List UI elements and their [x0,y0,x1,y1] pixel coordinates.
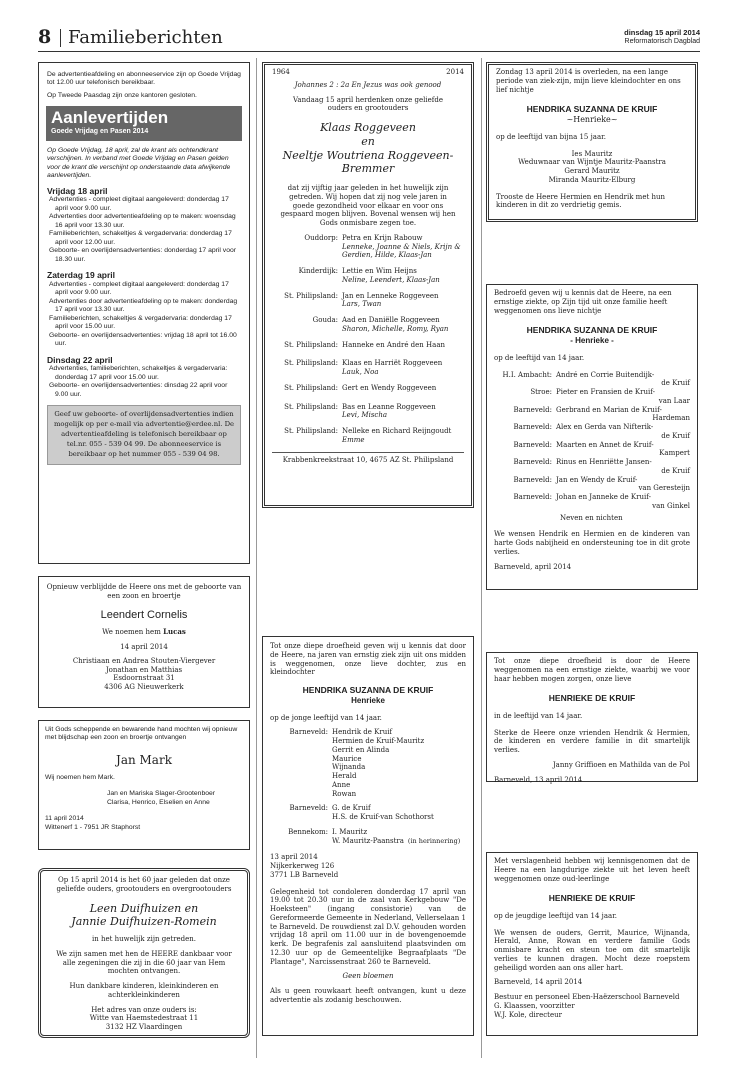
family-member: Herald [332,772,357,781]
family-surname: de Kruif [661,431,690,440]
siblings: Jonathan en Matthias [105,665,183,674]
family-surname: van Geresteijn [638,484,690,493]
page-number: 8 [38,26,52,48]
family-group-2 [270,804,466,822]
signatory: Gerard Mauritz [564,167,620,176]
family-row [494,371,690,389]
parents: Christiaan en Andrea Stouten-Viergever [72,656,216,665]
address-street: Witte van Haemstedestraat 11 [89,1014,199,1023]
deadline-list [47,281,241,349]
family-place: Barneveld: [513,493,552,502]
call-prefix: We noemen hem [102,628,164,637]
closing-note: Trooste de Heere Hermien en Hendrik met hun kinderen in dit zo verdrietig gemis. [496,192,666,210]
deceased-name: HENDRIKA SUZANNA DE KRUIF [302,685,434,695]
family-row [272,267,464,285]
family-row [494,423,690,441]
obit-intro: Tot onze diepe droefheid geven wij u kennis dat door de Heere, na jaren van ernstig ziek zijn uit ons midden is weggenomen, onze lieve dochter, zus en kleindochter [270,642,466,677]
family-surname: van Laar [658,396,690,405]
page-header [38,26,700,52]
family-children: Lars, Twan [342,300,382,309]
family-member: H.S. de Kruif-van Schothorst [332,813,434,822]
obituary-grandfather [486,62,698,222]
contact-text: Geef uw geboorte- of overlijdensadvertenties indien mogelijk op per e-mail via advertentie@erdee.nl. De advertentieafdeling is telefonisch bereikbaar op tel.nr. 055 - 539 04 99. De abonneeservice is bereikbaar op het nummer 055 - 539 04 98. [53,410,235,458]
obit-intro: Met verslagenheid hebben wij kennisgenomen dat de Heere na een langdurige ziekte uit het leven heeft weggenomen onze oud-leerlinge [494,857,690,883]
deadline-title: Aanlevertijden [51,108,169,128]
family-names [556,371,690,389]
signatory: Ies Mauritz [571,149,613,158]
family-row [494,441,690,459]
family-couple: Lettie en Wim Heijns [342,267,417,275]
names [332,828,466,846]
family-member: Maurice [332,754,362,763]
family-couple: Aad en Daniëlle Roggeveen [342,316,440,324]
deadline-item: Advertenties door advertentieafdeling op te maken: woensdag 16 april voor 13.30 uur. [49,213,236,229]
obituary-family [262,636,474,1036]
contact-box [47,405,241,464]
deadline-list [47,196,241,264]
no-flowers: Geen bloemen [342,972,394,981]
family-couple: Klaas en Harriët Roggeveen [342,359,443,368]
family-names [556,476,690,494]
family-row [272,359,464,377]
deadline-intro2: Op Tweede Paasdag zijn onze kantoren gesloten. [47,91,197,99]
family-group-1 [270,728,466,798]
family-row [494,458,690,476]
column-divider [256,58,257,1058]
family-place: Kinderdijk: [298,267,338,275]
birth-announcement-lucas [38,576,250,708]
family-row [494,388,690,406]
family-couple: Nelleke en Richard Reijngoudt [342,427,452,435]
family-place: St. Philipsland: [284,340,338,349]
family-group-3 [270,828,466,846]
married-text: in het huwelijk zijn getreden. [91,935,197,943]
deceased-nickname: - Henrieke - [570,335,614,345]
family-couple: Maarten en Annet de Kruif- [556,440,654,449]
birth-date: 14 april 2014 [120,643,168,651]
family-member-row [332,837,466,846]
family-place: Ouddorp: [304,233,338,242]
family-member: Hermien de Kruif-Mauritz [332,737,425,746]
obit-intro: Bedroefd geven wij u kennis dat de Heere, na een ernstige ziekte, op Zijn tijd uit onze familie heeft weggenomen ons lieve nichtje [494,289,672,315]
obit-intro: Zondag 13 april 2014 is overleden, na een lange periode van ziek-zijn, mijn lieve kleindochter en ons lief nichtje [496,68,681,94]
family-member: W. Mauritz-Paanstra [332,836,404,845]
obit-intro: Tot onze diepe droefheid is door de Heere weggenomen na een ernstige ziekte, waarbij we voor haar hebben mogen zorgen, onze lieve [494,657,690,683]
family-place: Gouda: [312,316,338,324]
place: Barneveld: [289,804,328,813]
deceased-name: HENRIEKE DE KRUIF [548,893,636,904]
deceased-name: HENRIEKE DE KRUIF [548,693,636,704]
deadline-list [47,365,241,399]
family-names [556,458,690,476]
deadline-item: Advertenties door advertentieafdeling op te maken: donderdag 17 april voor 13.30 uur. [49,297,238,314]
family-list [494,371,690,511]
bible-verse: Johannes 2 : 2a En Jezus was ook genood [294,80,442,89]
deadline-days [47,186,241,400]
family-member: I. Mauritz [332,827,368,836]
funeral-text: Gelegenheid tot condoleren donderdag 17 april van 19.00 tot 20.30 uur in de zaal van Kerkgebouw "De Hoeksteen" (ingang consistorie) van de Gereformeerde Gemeente in Nederland, Vellerselaan 1 te Barneveld. De rouwdienst zal D.V. gehouden worden vrijdag 18 april om 11.00 uur in de bovengenoemde kerk. De begrafenis zal aansluitend plaatsvinden om 12.30 uur op de Gemeentelijke Begraafplaats "De Plantage", Narcissenstraat 260 te Barneveld. [270,887,466,966]
section-title: Familieberichten [68,27,223,48]
anniv-intro: Vandaag 15 april herdenken onze geliefde ouders en grootouders [293,95,443,113]
deceased-age: op de leeftijd van bijna 15 jaar. [496,132,606,141]
couple-name-1: Leen Duifhuizen en [89,901,199,915]
names [332,804,466,822]
school-board: Bestuur en personeel Eben-Haëzerschool Barneveld [494,993,680,1002]
family-couple: André en Corrie Buitendijk- [556,370,655,379]
deadline-notice [38,62,250,564]
family-names [556,406,690,424]
deadline-item: Geboorte- en overlijdensadvertenties: vrijdag 18 april tot 16.00 uur. [49,331,237,348]
signatories: Janny Griffioen en Mathilda van de Pol [552,760,690,769]
family-row [494,476,690,494]
family-row [494,493,690,511]
deadline-item: Advertenties, familieberichten, schakeltjes & vergadervaria: donderdag 17 april voor 15.00 uur. [49,365,228,381]
deadline-item: Geboorte- en overlijdensadvertenties: dinsdag 22 april voor 9.00 uur. [49,382,228,398]
place-date: Barneveld, april 2014 [494,562,572,571]
family-names [342,427,464,445]
deadline-item: Familieberichten, schakeltjes & vergadervaria: donderdag 17 april voor 15.00 uur. [49,314,232,331]
birth-intro: Uit Gods scheppende en bewarende hand mochten wij opnieuw met blijdschap een zoon en broertje ontvangen [45,726,238,742]
director: W.J. Kole, directeur [494,1010,562,1019]
family-place: Barneveld: [513,405,552,414]
family-row [272,316,464,334]
place: Barneveld: [289,728,328,737]
address-street: Esdoornstraat 31 [113,674,175,683]
deceased-name: HENDRIKA SUZANNA DE KRUIF [526,325,658,336]
family-children: Emme [342,435,365,444]
obituary-cousins [486,284,698,590]
family-couple: Pieter en Fransien de Kruif- [556,388,655,397]
address-city: 4306 AG Nieuwerkerk [104,683,184,691]
child-name: Leendert Cornelis [100,608,188,621]
deadline-banner [46,106,242,140]
deadline-subtitle: Goede Vrijdag en Pasen 2014 [51,128,149,136]
condolence-text: We wensen de ouders, Gerrit, Maurice, Wijnanda, Herald, Anne, Rowan en verdere familie Gods onmisbare kracht en steun toe om dit smartelijk verlies te kunnen dragen. Mocht deze roepstem geheiligd worden aan ons aller hart. [494,928,690,972]
call-value: Lucas [163,627,186,637]
thanks-text: We zijn samen met hen de HEERE dankbaar voor alle zegeningen die zij in die 60 jaar van Hem mochten ontvangen. [56,949,232,976]
family-row [272,384,464,393]
deadline-day-title: Vrijdag 18 april [47,185,108,196]
family-member: Gerrit en Alinda [332,745,390,754]
family-names [342,384,464,393]
wish-text: We wensen Hendrik en Hermien en de kinderen van harte Gods nabijheid en ondersteuning toe in dit grote verlies. [494,530,690,556]
siblings: Clarisa, Henrico, Elselien en Anne [107,798,210,806]
family-names [342,267,464,285]
call-name: Wij noemen hem Mark. [45,773,115,781]
birth-date: 11 april 2014 [45,815,84,823]
family-place: Stroe: [530,388,552,397]
family-names [342,341,464,350]
family-couple: Bas en Leanne Roggeveen [342,402,436,411]
family-children: Lauk, Noa [342,368,379,376]
family-names [556,388,690,406]
deadline-item: Advertenties - compleet digitaal aangeleverd: donderdag 17 april voor 9.00 uur. [49,196,229,212]
place: Bennekom: [288,827,328,836]
family-names [342,403,464,421]
family-couple: Hanneke en André den Haan [342,340,445,349]
family-couple: Gerbrand en Marian de Kruif- [556,405,662,414]
family-place: Barneveld: [513,475,552,484]
names [332,728,466,798]
deadline-day-title: Zaterdag 19 april [47,270,116,281]
closing-note: Als u geen rouwkaart heeft ontvangen, kunt u deze advertentie als zodanig beschouwen. [270,987,466,1004]
deadline-item: Advertenties - compleet digitaal aangeleverd: donderdag 17 april voor 9.00 uur. [49,280,229,297]
header-date: dinsdag 15 april 2014 [624,28,700,37]
anniv-intro: Op 15 april 2014 is het 60 jaar geleden dat onze geliefde ouders, grootouders en overgrootouders [56,876,232,893]
family-names [342,316,464,334]
family-row [494,406,690,424]
anniversary-50-years [262,62,474,508]
deadline-item: Familieberichten, schakeltjes & vergadervaria: donderdag 17 april voor 12.00 uur. [49,230,232,246]
family-children: Levi, Mischa [342,411,388,420]
obituary-caregivers [486,652,698,782]
place-date: Barneveld, 13 april 2014 [494,775,583,784]
signatory: Weduwnaar van Wijntje Mauritz-Paanstra [518,158,666,167]
family-place: St. Philipsland: [284,402,338,411]
year-from: 1964 [272,68,290,76]
address-city: 3771 LB Barneveld [270,870,339,879]
address-city: 3132 HZ Vlaardingen [105,1023,183,1031]
couple-and: en [361,134,375,148]
family-surname: de Kruif [661,379,690,388]
family-row [272,292,464,310]
family-member: Anne [332,780,351,789]
birth-intro: Opnieuw verblijdde de Heere ons met de geboorte van een zoon en broertje [46,583,242,600]
anniversary-60-years [38,868,250,1038]
family-children: Neline, Leendert, Klaas-Jan [342,275,440,284]
family-member: G. de Kruif [332,804,371,813]
couple-name-2: Jannie Duifhuizen-Romein [71,915,217,929]
family-place: Barneveld: [513,440,552,449]
call-name [45,628,243,637]
signatories [496,150,688,185]
death-date: 13 april 2014 [270,853,318,862]
family-names [556,423,690,441]
family-place: Barneveld: [513,458,552,467]
family-member: Rowan [332,789,357,798]
family-couple: Petra en Krijn Rabouw [342,233,423,242]
deadline-item: Geboorte- en overlijdensadvertenties: donderdag 17 april voor 18.30 uur. [49,247,237,263]
family-place: St. Philipsland: [284,383,338,392]
family-row [272,341,464,350]
anniv-text: dat zij vijftig jaar geleden in het huwelijk zijn getreden. Wij hopen dat zij nog vele jaren in goede gezondheid voor elkaar en voor ons gespaard mogen blijven. Bovenal wensen wij hen Gods onmisbare zegen toe. [280,184,456,227]
family-place: H.I. Ambacht: [502,370,552,379]
family-children: Sharon, Michelle, Romy, Ryan [342,324,449,333]
signatory: Miranda Mauritz-Elburg [548,175,636,184]
memorial-note: (in herinnering) [407,836,461,845]
family: Hun dankbare kinderen, kleinkinderen en achterkleinkinderen [69,982,219,999]
family-place: St. Philipsland: [284,359,338,368]
family-member: Wijnanda [332,763,366,772]
family-surname: Hardeman [652,414,690,423]
family-place: St. Philipsland: [284,291,338,300]
family-names [556,441,690,459]
family-couple: Jan en Lenneke Roggeveen [342,291,439,300]
deadline-intro: De advertentieafdeling en abonneeservice zijn op Goede Vrijdag tot 12.00 uur telefonisch bereikbaar. [47,71,241,87]
deceased-age: op de jeugdige leeftijd van 14 jaar. [494,911,617,920]
obituary-school [486,852,698,1036]
condolence-text: Sterke de Heere onze vrienden Hendrik & Hermien, de kinderen en verdere familie in dit smartelijk verlies. [494,728,690,755]
family-names [556,493,690,511]
deceased-name: HENDRIKA SUZANNA DE KRUIF [526,104,658,115]
column-divider [481,58,482,1058]
address: Wittenerf 1 - 7951 JR Staphorst [45,823,141,831]
deceased-age: in de leeftijd van 14 jaar. [494,711,583,720]
header-paper: Reformatorisch Dagblad [624,38,700,45]
family-member: Hendrik de Kruif [332,728,393,737]
deceased-age: op de leeftijd van 14 jaar. [494,353,585,362]
couple-name-1: Klaas Roggeveen [320,121,416,134]
family-row [272,403,464,421]
family-list [272,234,464,445]
nephews-nieces: Neven en nichten [560,513,623,522]
family-couple: Gert en Wendy Roggeveen [342,383,437,392]
family-couple: Alex en Gerda van Nifterik- [556,423,654,432]
deceased-age: op de jonge leeftijd van 14 jaar. [270,713,382,722]
family-surname: Kampert [659,449,690,458]
family-row [272,427,464,445]
family-names [342,234,464,260]
chairman: G. Klaassen, voorzitter [494,1001,575,1010]
address: Krabbenkreekstraat 10, 4675 AZ St. Philipsland [272,452,464,465]
address-intro: Het adres van onze ouders is: [91,1005,197,1014]
years-row [272,68,464,77]
family-children: Lenneke, Joanne & Niels, Krijn & Gerdien, Hilde, Klaas-Jan [342,242,461,260]
family-place: Barneveld: [513,423,552,432]
address-street: Nijkerkerweg 126 [270,862,335,871]
deceased-nickname: Henrieke [351,695,385,705]
family-surname: de Kruif [661,466,690,475]
family-couple: Johan en Janneke de Kruif- [556,493,651,502]
couple-name-2: Neeltje Woutriena Roggeveen-Bremmer [282,148,454,176]
family-couple: Jan en Wendy de Kruif- [556,475,638,484]
family-names [342,359,464,377]
family-row [272,234,464,260]
deadline-note: Op Goede Vrijdag, 18 april, zal de krant als ochtendkrant verschijnen. In verband met Goede Vrijdag en Pasen gelden voor de krant die verschijnt op onderstaande data afwijkende aanlevertijden. [47,146,231,180]
parents: Jan en Mariska Slager-Grootenboer [107,790,216,798]
family-surname: van Ginkel [652,501,690,510]
place-date: Barneveld, 14 april 2014 [494,978,583,987]
child-name: Jan Mark [116,752,172,767]
family-couple: Rinus en Henriëtte Jansen- [556,458,652,467]
family-names [342,292,464,310]
deadline-day-title: Dinsdag 22 april [47,354,113,365]
year-to: 2014 [446,68,464,76]
family-place: St. Philipsland: [284,427,338,435]
birth-announcement-mark [38,720,250,850]
deceased-nickname: ~Henrieke~ [566,114,618,124]
